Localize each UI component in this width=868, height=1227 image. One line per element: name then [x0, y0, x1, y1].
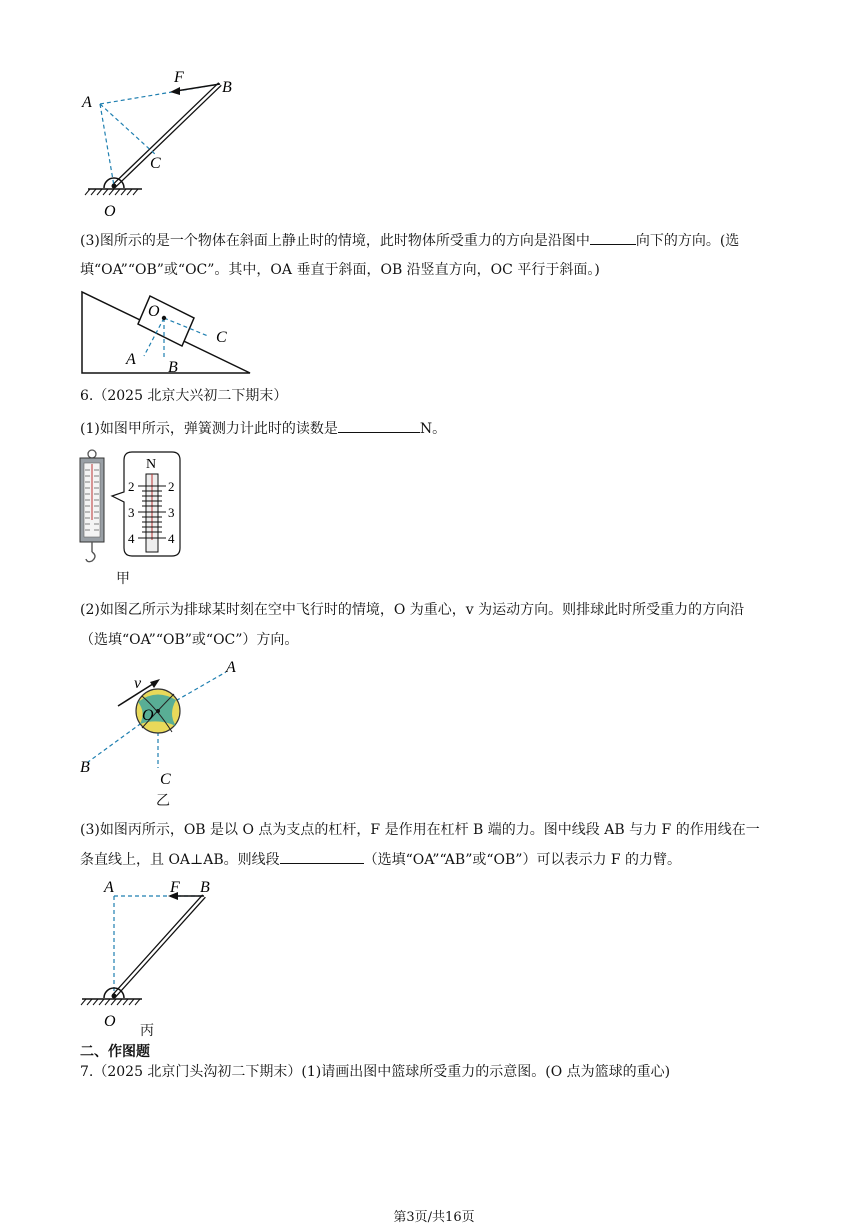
section-title: 二、作图题 — [80, 1044, 150, 1060]
tick-left-3: 3 — [128, 505, 135, 520]
velocity-arrowhead — [150, 679, 160, 688]
label-C: C — [160, 771, 171, 788]
page-number: 第3页/共16页 — [393, 1210, 475, 1225]
pivot-point — [112, 184, 117, 189]
force-F-arrowhead — [170, 87, 180, 95]
figure-volleyball — [76, 658, 256, 790]
caption-bing: 丙 — [140, 1023, 154, 1039]
label-F: F — [174, 69, 184, 86]
figure-volleyball-svg — [76, 658, 256, 790]
top-ring — [88, 450, 96, 458]
label-C: C — [216, 329, 227, 346]
q5-3-line1-post: 向下的方向。(选 — [635, 233, 740, 249]
label-B: B — [80, 759, 90, 776]
q6-1-line — [80, 418, 446, 439]
q5-3-line1 — [80, 230, 739, 251]
dashed-AC — [100, 104, 156, 155]
figure-lever-bing — [74, 874, 234, 1034]
unit-N: N — [146, 457, 157, 472]
q5-3-line1-pre: (3)图所示的是一个物体在斜面上静止时的情境，此时物体所受重力的方向是沿图中 — [80, 233, 590, 249]
q6-1-pre: (1)如图甲所示，弹簧测力计此时的读数是 — [80, 421, 338, 437]
lever-rod-inner — [114, 896, 204, 996]
ground-hatch — [85, 189, 138, 195]
label-B: B — [222, 79, 232, 96]
figure-incline-svg — [78, 288, 258, 378]
answer-blank-q6-1[interactable] — [338, 418, 420, 433]
tick-right-3: 3 — [168, 505, 175, 520]
figure-spring-scale-svg — [76, 448, 186, 566]
point-O — [162, 316, 166, 320]
q6-3-pre: 条直线上，且 OA⊥AB。则线段 — [80, 852, 280, 868]
label-A: A — [226, 659, 236, 676]
q6-2-line1: (2)如图乙所示为排球某时刻在空中飞行时的情境，O 为重心，v 为运动方向。则排球此时所受重力的方向沿 — [80, 602, 745, 618]
label-A: A — [82, 94, 92, 111]
tick-right-2: 2 — [168, 479, 175, 494]
q7-text: 7.（2025 北京门头沟初二下期末）(1)请画出图中篮球所受重力的示意图。(O 点为篮球的重心) — [80, 1064, 671, 1080]
q6-1-post: N。 — [419, 421, 447, 437]
caption-yi: 乙 — [156, 793, 170, 809]
q6-3-line1: (3)如图丙所示，OB 是以 O 点为支点的杠杆，F 是作用在杠杆 B 端的力。图中线段 AB 与力 F 的作用线在一 — [80, 822, 760, 838]
label-A: A — [104, 879, 114, 896]
q5-3-line2: 填“OA”“OB”或“OC”。其中，OA 垂直于斜面，OB 沿竖直方向，OC 平行于斜面。) — [80, 262, 600, 278]
tick-right-4: 4 — [168, 531, 175, 546]
q6-3-line2 — [80, 849, 681, 870]
pivot-point — [112, 994, 117, 999]
label-O: O — [104, 1013, 116, 1030]
label-O: O — [148, 303, 160, 320]
figure-lever-top-svg — [70, 60, 250, 220]
point-O — [156, 709, 160, 713]
tick-left-2: 2 — [128, 479, 135, 494]
label-A: A — [126, 351, 136, 368]
caption-jia: 甲 — [116, 571, 130, 587]
label-C: C — [150, 155, 161, 172]
label-O: O — [142, 707, 154, 724]
answer-blank-q5-3[interactable] — [590, 230, 636, 245]
label-v: v — [134, 675, 142, 692]
q6-2-line2: （选填“OA”“OB”或“OC”）方向。 — [80, 632, 299, 648]
block — [138, 296, 194, 346]
label-O: O — [104, 203, 116, 220]
answer-blank-q6-3[interactable] — [280, 849, 364, 864]
figure-lever-top — [70, 60, 250, 220]
hook — [86, 552, 95, 562]
figure-spring-scale — [76, 448, 186, 588]
q6-3-post: （选填“OA”“AB”或“OB”）可以表示力 F 的力臂。 — [363, 852, 682, 868]
ground-hatch — [81, 999, 140, 1005]
label-B: B — [200, 879, 210, 896]
label-B: B — [168, 359, 178, 376]
label-F: F — [170, 879, 180, 896]
dashed-AO — [100, 104, 114, 186]
figure-lever-bing-svg — [74, 874, 234, 1034]
q6-header: 6.（2025 北京大兴初二下期末） — [80, 388, 288, 404]
figure-incline — [78, 288, 258, 378]
tick-left-4: 4 — [128, 531, 135, 546]
